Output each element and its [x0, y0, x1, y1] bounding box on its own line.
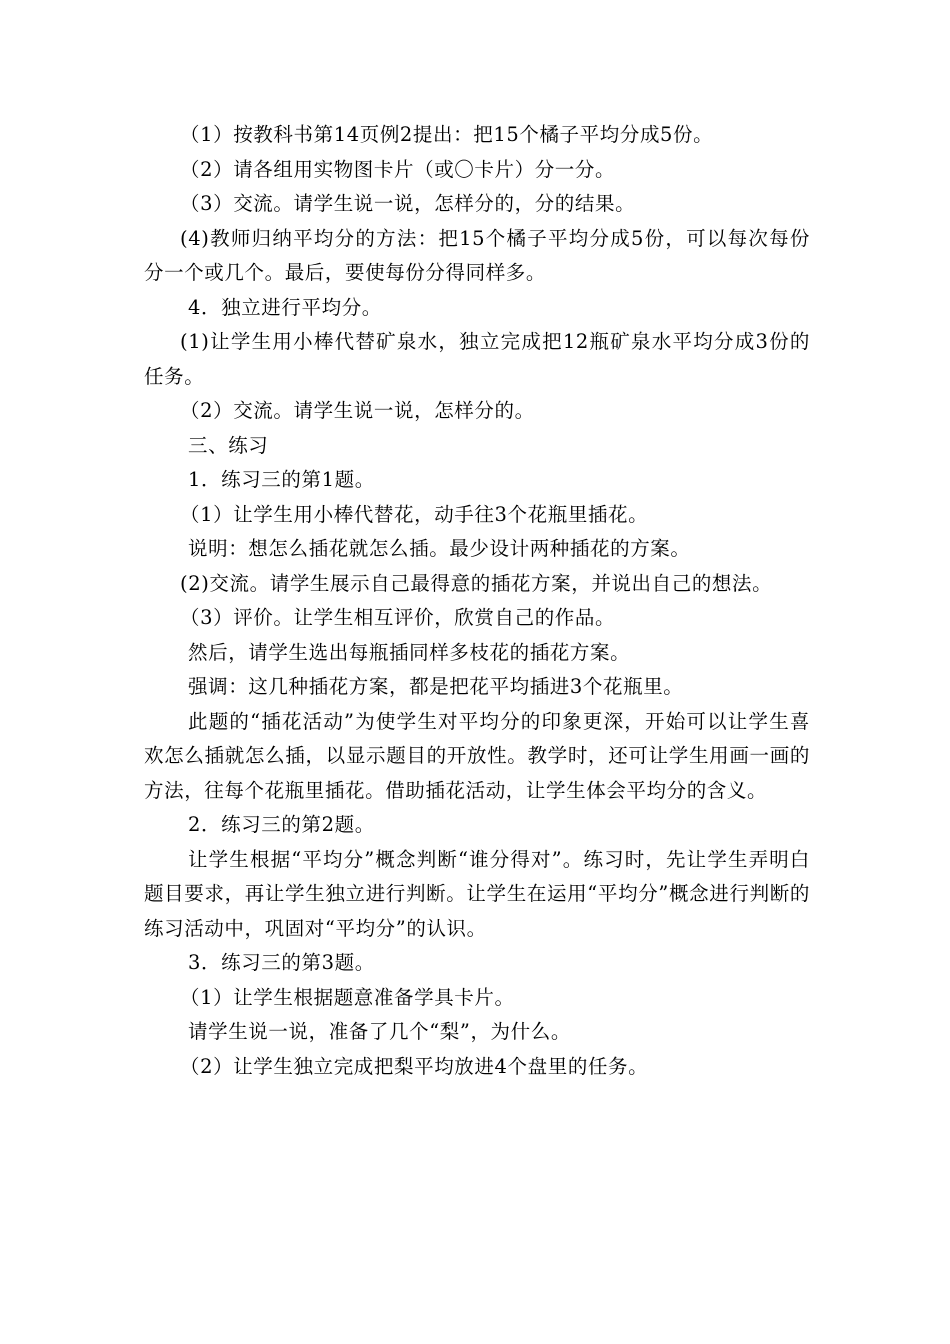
section-subheading: 2．练习三的第2题。 [188, 813, 375, 836]
paragraph: 说明：想怎么插花就怎么插。最少设计两种插花的方案。 [188, 537, 691, 560]
paragraph: （1）按教科书第14页例2提出：把15个橘子平均分成5份。 [180, 123, 714, 146]
paragraph: 请学生说一说，准备了几个“梨”，为什么。 [188, 1020, 571, 1043]
paragraph: 此题的“插花活动”为使学生对平均分的印象更深，开始可以让学生喜欢怎么插就怎么插，以显示题目的开放性。教学时，还可让学生用画一画的方法，往每个花瓶里插花。借助插花活动，让学生体会平均分的含义。 [144, 709, 810, 802]
document-page [144, 118, 810, 1084]
paragraph: （3）评价。让学生相互评价，欣赏自己的作品。 [180, 606, 616, 629]
paragraph: (4)教师归纳平均分的方法：把15个橘子平均分成5份，可以每次每份分一个或几个。最后，要使每份分得同样多。 [144, 226, 810, 284]
paragraph: 强调：这几种插花方案，都是把花平均插进3个花瓶里。 [188, 675, 684, 698]
paragraph: （2）请各组用实物图卡片（或〇卡片）分一分。 [180, 157, 616, 181]
paragraph: (1)让学生用小棒代替矿泉水，独立完成把12瓶矿泉水平均分成3份的任务。 [144, 330, 810, 388]
paragraph: （3）交流。请学生说一说，怎样分的，分的结果。 [180, 192, 636, 215]
section-subheading: 1．练习三的第1题。 [188, 468, 375, 491]
paragraph: (2)交流。请学生展示自己最得意的插花方案，并说出自己的想法。 [180, 571, 773, 595]
paragraph: 然后，请学生选出每瓶插同样多枝花的插花方案。 [188, 640, 631, 664]
section-subheading: 4．独立进行平均分。 [188, 295, 382, 319]
section-subheading: 3．练习三的第3题。 [188, 951, 375, 974]
paragraph: （1）让学生根据题意准备学具卡片。 [180, 985, 515, 1009]
paragraph: （1）让学生用小棒代替花，动手往3个花瓶里插花。 [180, 502, 649, 526]
paragraph: （2）交流。请学生说一说，怎样分的。 [180, 399, 535, 422]
paragraph: （2）让学生独立完成把梨平均放进4个盘里的任务。 [180, 1054, 649, 1078]
paragraph: 让学生根据“平均分”概念判断“谁分得对”。练习时，先让学生弄明白题目要求，再让学生独立进行判断。让学生在运用“平均分”概念进行判断的练习活动中，巩固对“平均分”的认识。 [144, 847, 810, 940]
section-heading: 三、练习 [188, 433, 269, 457]
